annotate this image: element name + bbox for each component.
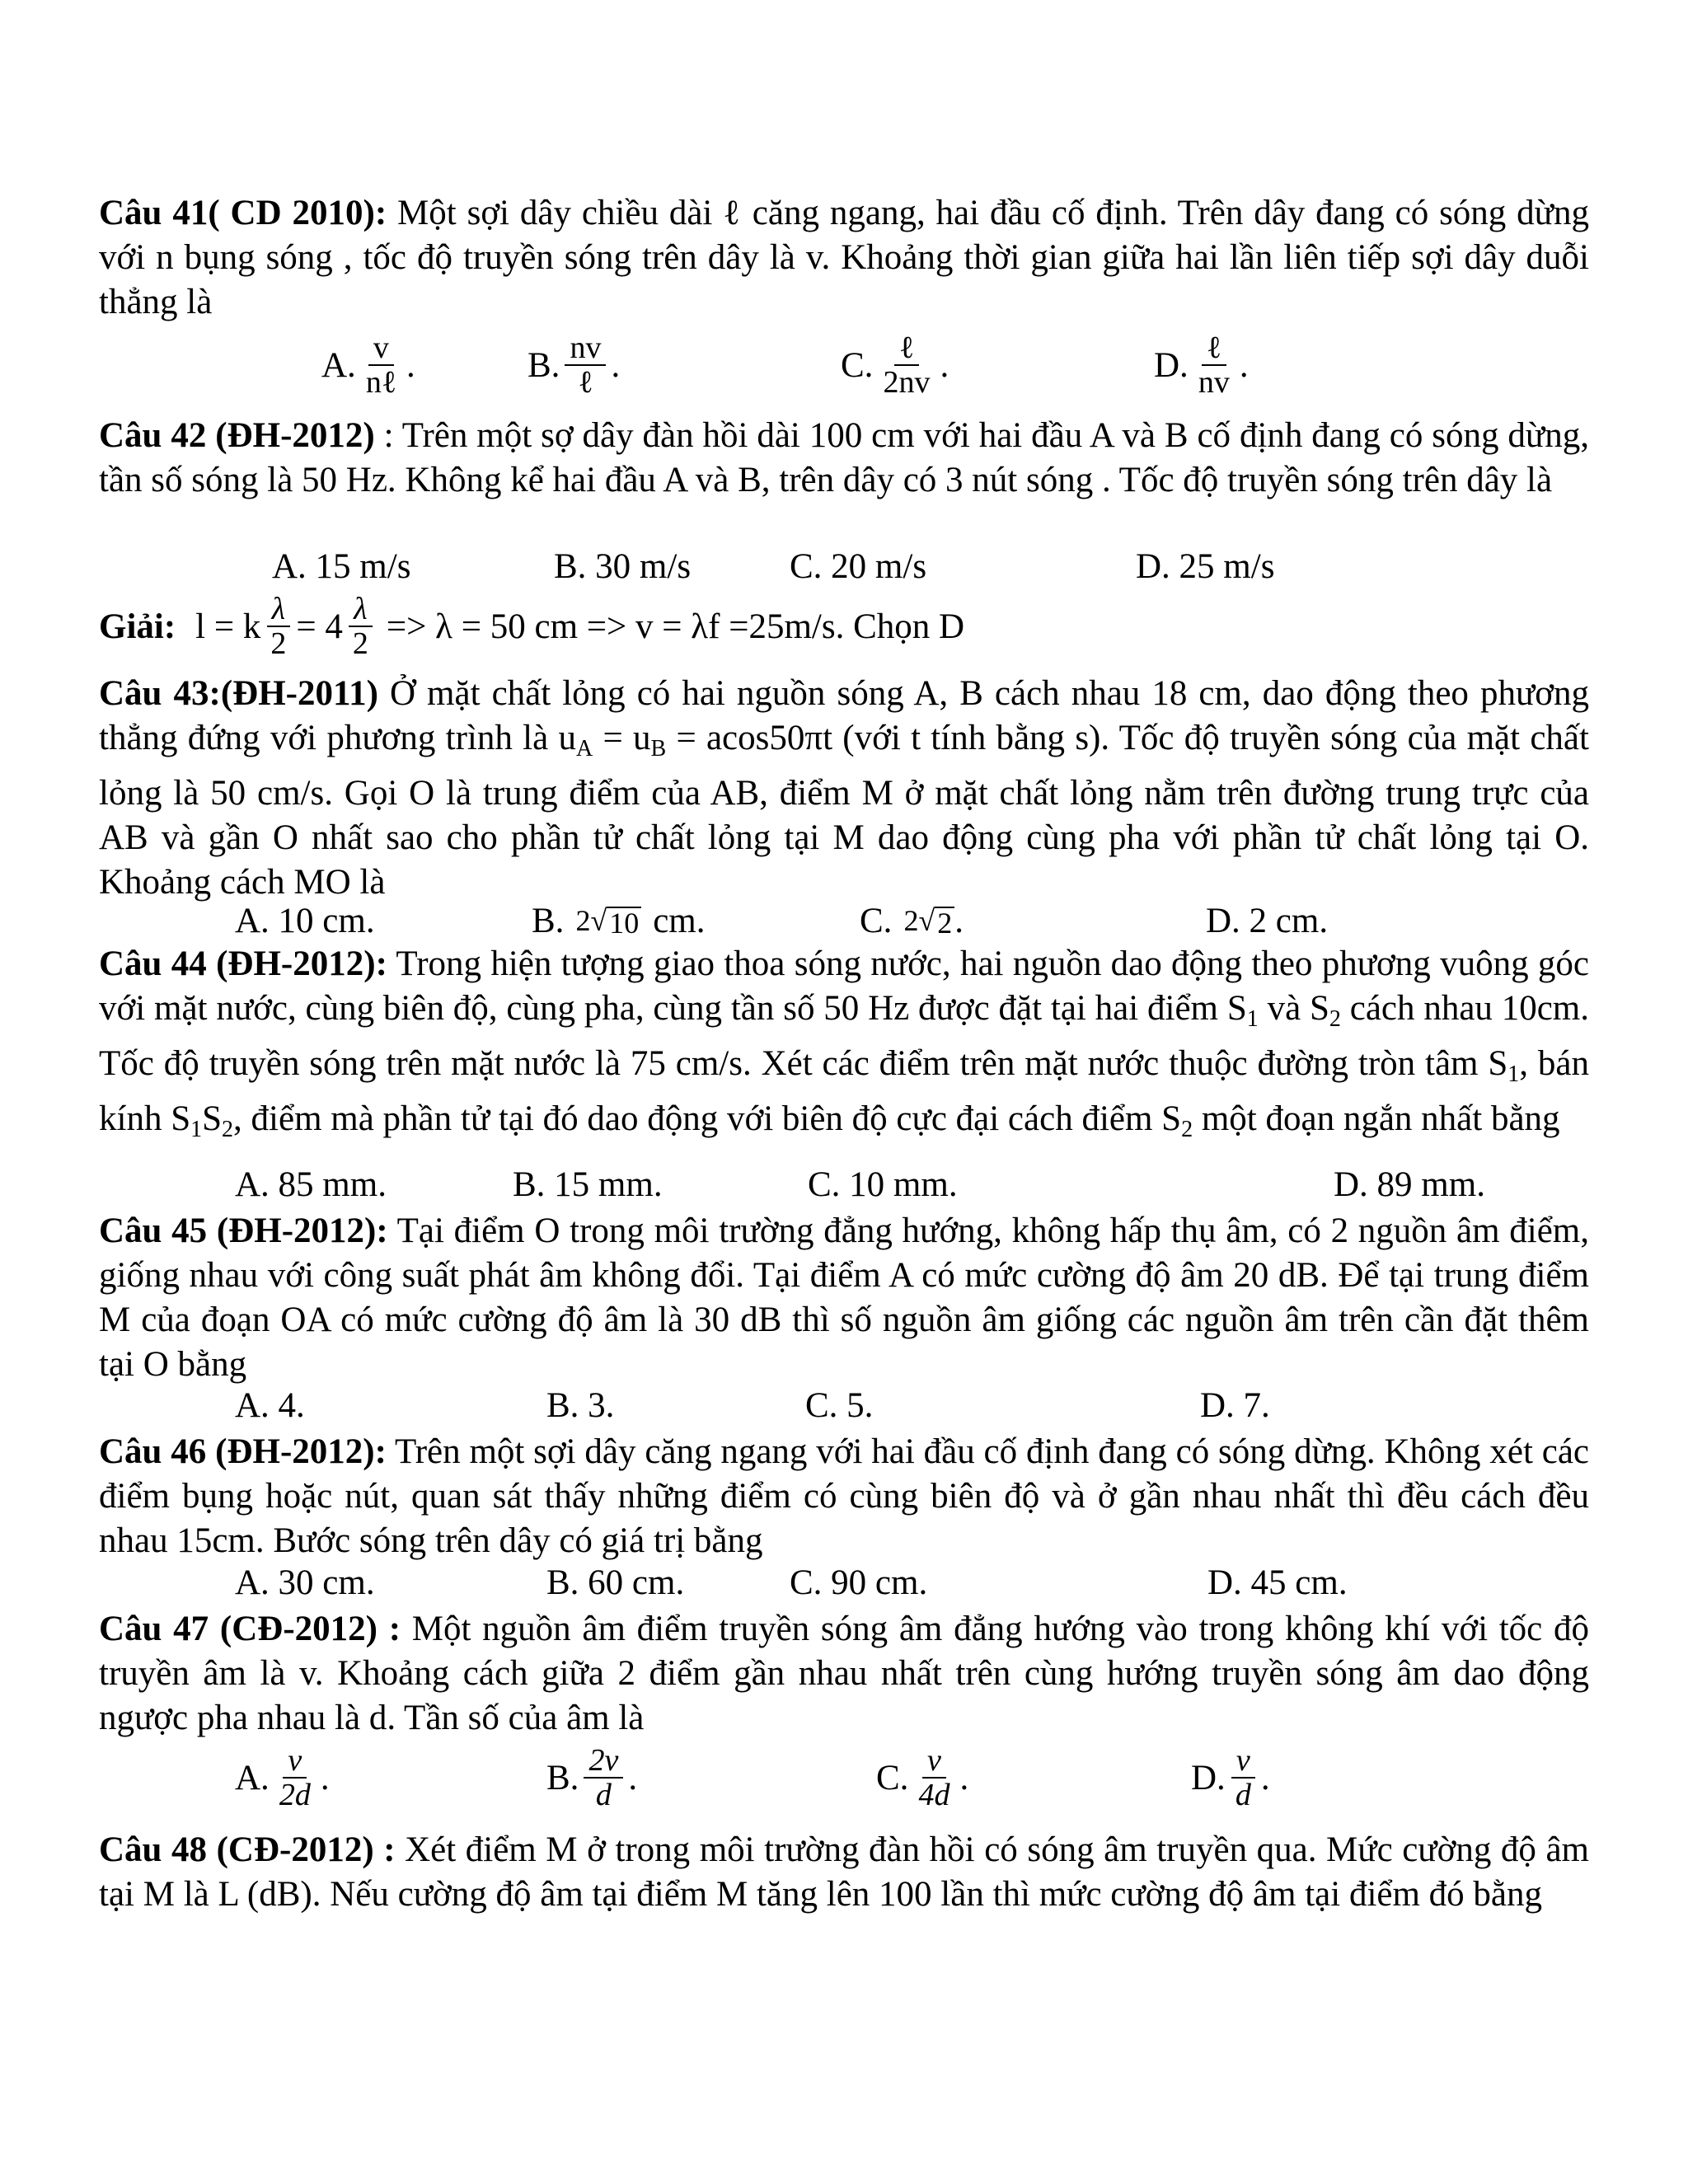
option-d[interactable]: D. $\frac{\text{ℓ}}{nv}$ . [1154, 330, 1249, 400]
question-43: Câu 43:(ĐH-2011) Ở mặt chất lỏng có hai nguồn sóng A, B cách nhau 18 cm, dao động theo phương thẳng đứng với phương trình là $u_A = u_B = acos50\pi t$ (với t tính bằng s). Tốc độ truyền sóng của mặt chất lỏng là 50 cm/s. Gọi O là trung điểm của AB, điểm M ở mặt chất lỏng nằm trên đường trung trực của AB và gần O nhất sao cho phần tử chất lỏng tại M dao động cùng pha với phần tử chất lỏng tại O. Khoảng cách MO là [99, 674, 1589, 902]
question-46-options [0, 1563, 1688, 1607]
question-42-options [0, 546, 1688, 591]
option-a[interactable]: A. 10 cm. [235, 901, 375, 940]
option-d[interactable]: D. 89 mm. [1334, 1165, 1485, 1204]
fraction: $\frac{v}{4d}$ [918, 1743, 950, 1812]
option-b[interactable]: B. 3. [546, 1386, 615, 1425]
fraction: $\frac{\text{ℓ}}{nv}$ [1198, 330, 1230, 400]
question-41-text: Một sợi dây chiều dài ℓ căng ngang, hai đầu cố định. Trên dây đang có sóng dừng với n bụng sóng , tốc độ truyền sóng trên dây là v. Khoảng thời gian giữa hai lần liên tiếp sợi dây duỗi thẳng là [99, 194, 1589, 321]
fraction: $\frac{\text{ℓ}}{2nv}$ [883, 330, 931, 400]
question-42-text: : Trên một sợ dây đàn hồi dài 100 cm với hai đầu A và B cố định đang có sóng dừng, tần số sóng là 50 Hz. Không kể hai đầu A và B, trên dây có 3 nút sóng . Tốc độ truyền sóng trên dây là [99, 416, 1589, 499]
question-44-options [0, 1165, 1688, 1209]
question-41 [99, 191, 1589, 325]
fraction: $\frac{2v}{d}$ [584, 1744, 623, 1811]
fraction: $\frac{nv}{\text{ℓ}}$ [565, 331, 606, 399]
option-a[interactable]: A. 15 m/s [272, 547, 411, 586]
fraction: $\frac{\lambda}{2}$ [265, 593, 291, 660]
option-a[interactable]: A. $\frac{v}{\text{nℓ}}$ . [321, 330, 415, 400]
option-b[interactable]: B. 30 m/s [554, 547, 692, 586]
question-42-label: Câu 42 (ĐH-2012) [99, 416, 375, 455]
question-45-label: Câu 45 (ĐH-2012): [99, 1212, 388, 1250]
question-44: Câu 44 (ĐH-2012): Trong hiện tượng giao thoa sóng nước, hai nguồn dao động theo phương vuông góc với mặt nước, cùng biên độ, cùng pha, cùng tần số 50 Hz được đặt tại hai điểm $S_1$ và $S_2$ cách nhau 10cm. Tốc độ truyền sóng trên mặt nước là 75 cm/s. Xét các điểm trên mặt nước thuộc đường tròn tâm $S_1$, bán kính $S_1S_2$, điểm mà phần tử tại đó dao động với biên độ cực đại cách điểm $S_2$ một đoạn ngắn nhất bằng [99, 944, 1590, 1142]
question-48-label: Câu 48 (CĐ-2012) : [99, 1830, 396, 1869]
fraction: $\frac{\lambda}{2}$ [348, 593, 373, 660]
fraction: $\frac{v}{2d}$ [279, 1743, 311, 1812]
question-41-options [0, 328, 1688, 402]
option-b[interactable]: B. 2 √ 10 cm. [532, 901, 706, 940]
option-d[interactable]: D. 25 m/s [1136, 547, 1275, 586]
question-47: Câu 47 (CĐ-2012) : Một nguồn âm điểm truyền sóng âm đẳng hướng vào trong không khí với tốc độ truyền âm là v. Khoảng cách giữa 2 điểm gần nhau nhất trên cùng hướng truyền sóng âm dao động ngược pha nhau là d. Tần số của âm là [99, 1610, 1589, 1737]
option-c[interactable]: C. 5. [805, 1386, 874, 1425]
option-b[interactable]: B. $\frac{nv}{\text{ℓ}}$ . [528, 330, 621, 400]
option-b[interactable]: B. 60 cm. [546, 1563, 685, 1602]
question-46: Câu 46 (ĐH-2012): Trên một sợi dây căng ngang với hai đầu cố định đang có sóng dừng. Không xét các điểm bụng hoặc nút, quan sát thấy những điểm có cùng biên độ và ở gần nhau nhất thì đều cách đều nhau 15cm. Bước sóng trên dây có giá trị bằng [99, 1432, 1589, 1560]
option-d[interactable]: D. 45 cm. [1207, 1563, 1348, 1602]
question-42 [99, 414, 1589, 503]
option-b[interactable]: B. 15 mm. [513, 1165, 663, 1204]
option-a[interactable]: A. 30 cm. [235, 1563, 375, 1602]
question-47-label: Câu 47 (CĐ-2012) : [99, 1610, 401, 1648]
option-b[interactable]: B. $\frac{2v}{d}$ . [546, 1743, 638, 1812]
question-48: Câu 48 (CĐ-2012) : Xét điểm M ở trong môi trường đàn hồi có sóng âm truyền qua. Mức cường độ âm tại M là L (dB). Nếu cường độ âm tại điểm M tăng lên 100 lần thì mức cường độ âm tại điểm đó bằng [99, 1830, 1589, 1914]
question-45: Câu 45 (ĐH-2012): Tại điểm O trong môi trường đẳng hướng, không hấp thụ âm, có 2 nguồn âm điểm, giống nhau với công suất phát âm không đổi. Tại điểm A có mức cường độ âm 20 dB. Để tại trung điểm M của đoạn OA có mức cường độ âm là 30 dB thì số nguồn âm giống các nguồn âm trên cần đặt thêm tại O bằng [99, 1212, 1589, 1384]
option-c[interactable]: C. 2 √ 2 . [860, 901, 964, 940]
question-44-label: Câu 44 (ĐH-2012): [99, 944, 387, 983]
option-c[interactable]: C. $\frac{v}{4d}$ . [876, 1743, 969, 1812]
option-d[interactable]: D. 7. [1200, 1386, 1270, 1425]
option-a[interactable]: A. $\frac{v}{2d}$ . [235, 1743, 330, 1812]
option-d[interactable]: D. $\frac{v}{d}$ . [1191, 1743, 1270, 1812]
question-47-options [0, 1741, 1688, 1815]
question-43-label: Câu 43:(ĐH-2011) [99, 674, 378, 713]
option-c[interactable]: C. 10 mm. [808, 1165, 958, 1204]
question-42-solution: Giải: l = k $\frac{\lambda}{2}$ = 4 $\frac{\lambda}{2}$ => λ = 50 cm => v = λf =25m/s. Chọn D [99, 592, 965, 661]
option-c[interactable]: C. 90 cm. [790, 1563, 928, 1602]
solution-label: Giải: [99, 607, 176, 646]
sqrt: 2 √ 10 [575, 903, 641, 938]
option-c[interactable]: C. $\frac{\text{ℓ}}{2nv}$ . [841, 330, 950, 400]
option-c[interactable]: C. 20 m/s [790, 547, 927, 586]
sqrt: 2 √ 2 [903, 903, 954, 938]
fraction: $\frac{v}{d}$ [1231, 1744, 1256, 1811]
fraction: $\frac{v}{\text{nℓ}}$ [365, 330, 397, 400]
option-a[interactable]: A. 85 mm. [235, 1165, 387, 1204]
question-41-label: Câu 41( CD 2010): [99, 194, 387, 232]
option-a[interactable]: A. 4. [235, 1386, 305, 1425]
option-d[interactable]: D. 2 cm. [1206, 901, 1329, 940]
question-45-options [0, 1385, 1688, 1430]
question-46-label: Câu 46 (ĐH-2012): [99, 1432, 387, 1471]
